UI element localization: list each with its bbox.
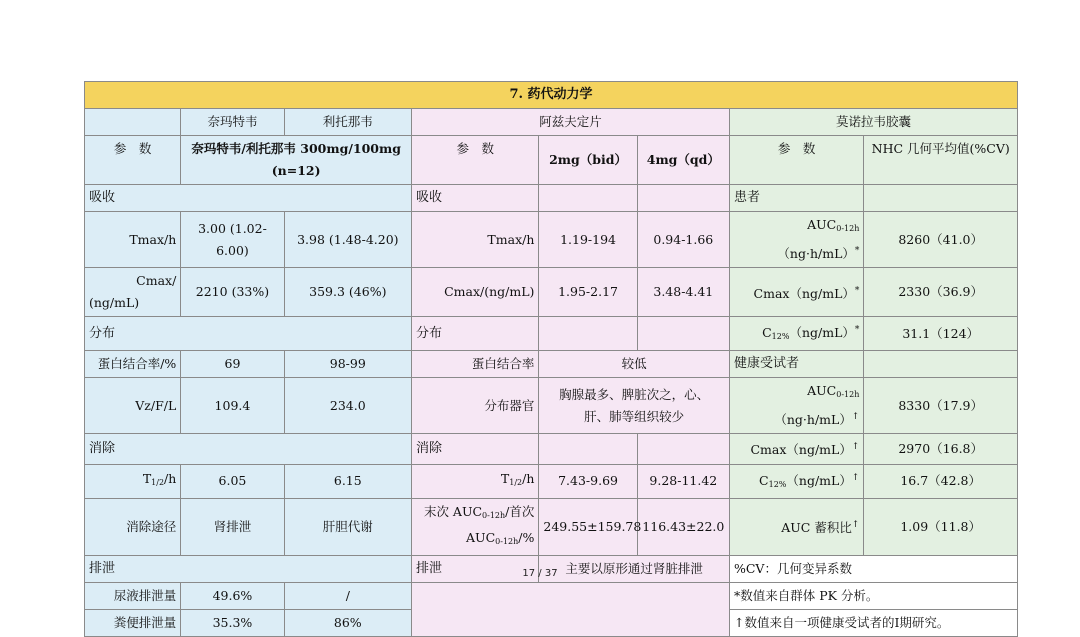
cmax-row [85,268,1018,317]
cmax-ritonavir: 359.3 (46%) [284,268,411,317]
accumulation-ratio-label: AUC 蓄积比↑ [729,498,863,555]
excretion-label-a: 排泄 [85,555,412,582]
feces-excretion-ritonavir: 86% [284,609,411,636]
title-row [85,82,1018,109]
cmax-azvudine-qd: 3.48-4.41 [637,268,729,317]
tmax-azvudine-bid: 1.19-194 [539,212,637,268]
vz-ritonavir: 234.0 [284,378,411,434]
cmax-healthy-value: 2970（16.8） [864,434,1018,464]
elimination-route-row [85,498,1018,555]
half-life-azvudine-label: $T_{1/2}/h$ [412,464,539,498]
absorption-label-c: 吸收 [412,185,539,212]
asterisk-mark: * [854,325,860,336]
feces-excretion-label: 粪便排泄量 [85,609,181,636]
combo-dose-line2: (n=12) [271,163,321,178]
asterisk-mark: * [854,285,860,296]
absorption-row [85,185,1018,212]
half-life-azvudine-qd: 9.28-11.42 [637,464,729,498]
cmax-healthy-label: Cmax（ng/mL）↑ [729,434,863,464]
urine-excretion-nirmatrelvir: 49.6% [181,582,284,609]
drug-header-row [85,109,1018,136]
protein-binding-azvudine-value: 较低 [539,351,730,378]
cmax-patients-value: 2330（36.9） [864,268,1018,317]
vz-row [85,378,1018,434]
accumulation-ratio-value: 1.09（11.8） [864,498,1018,555]
half-life-ritonavir: 6.15 [284,464,411,498]
note-arrow: ↑数值来自一项健康受试者的I期研究。 [729,609,1017,636]
urine-excretion-label: 尿液排泄量 [85,582,181,609]
combo-dose-line1: 奈玛特韦/利托那韦 300mg/100mg [191,141,401,156]
arrow-mark: ↑ [851,520,860,531]
tmax-azvudine-qd: 0.94-1.66 [637,212,729,268]
param-header-a: 参 数 [85,136,181,185]
protein-binding-azvudine-label: 蛋白结合率 [412,351,539,378]
c12-patients-value: 31.1（124） [864,317,1018,351]
nhc-header: NHC 几何平均值(%CV) [864,136,1018,185]
half-life-azvudine-bid: 7.43-9.69 [539,464,637,498]
elimination-route-ritonavir: 肝胆代谢 [284,498,411,555]
last-first-auc-bid: 249.55±159.78 [539,498,637,555]
note-asterisk: *数值来自群体 PK 分析。 [729,582,1017,609]
absorption-label-a: 吸收 [85,185,412,212]
half-life-nirmatrelvir: 6.05 [181,464,284,498]
drug-nirmatrelvir-header: 奈玛特韦 [181,109,284,136]
param-header-d: 参 数 [729,136,863,185]
elimination-route-nirmatrelvir: 肾排泄 [181,498,284,555]
protein-binding-nirmatrelvir: 69 [181,351,284,378]
auc-patients-label: $AUC_{0-12h}(ng\cdot h/mL)^*$ [729,212,863,268]
arrow-mark: ↑ [851,472,860,483]
cmax-azvudine-label: Cmax/(ng/mL) [412,268,539,317]
drug-azvudine-header: 阿兹夫定片 [412,109,730,136]
elimination-route-label: 消除途径 [85,498,181,555]
elimination-label-c: 消除 [412,434,539,464]
note-cv: %CV：几何变异系数 [729,555,1017,582]
elimination-row [85,434,1018,464]
cmax-nirmatrelvir: 2210 (33%) [181,268,284,317]
auc-patients-value: 8260（41.0） [864,212,1018,268]
auc-healthy-value: 8330（17.9） [864,378,1018,434]
c12-healthy-label: $C_{12\%}(ng/mL)^↑$ [729,464,863,498]
half-life-label: $T_{1/2}/h$ [85,464,181,498]
tmax-row [85,212,1018,268]
protein-binding-label: 蛋白结合率/% [85,351,181,378]
tmax-azvudine-label: Tmax/h [412,212,539,268]
healthy-volunteers-label: 健康受试者 [729,351,863,378]
drug-molnupiravir-header: 莫诺拉韦胶囊 [729,109,1017,136]
half-life-row [85,464,1018,498]
page-number: 17 / 37 [522,568,558,579]
cmax-label: Cmax/ (ng/mL) [85,268,181,317]
protein-binding-row [85,351,1018,378]
dose-qd-header: 4mg（qd） [637,136,729,185]
last-first-auc-label: 末次 $AUC_{0-12h}/$首次 $AUC_{0-12h}/\%$ [412,498,539,555]
distribution-label-c: 分布 [412,317,539,351]
protein-binding-ritonavir: 98-99 [284,351,411,378]
section-title: 7. 药代动力学 [85,82,1018,109]
arrow-mark: ↑ [851,412,860,423]
dose-bid-header: 2mg（bid） [539,136,637,185]
excretion-azvudine-value: 主要以原形通过肾脏排泄 [539,555,730,582]
drug-ritonavir-header: 利托那韦 [284,109,411,136]
asterisk-mark: * [854,246,860,256]
c12-patients-label: $C_{12\%}(ng/mL)^*$ [729,317,863,351]
organ-distribution-value: 胸腺最多、脾脏次之，心、 肝、肺等组织较少 [539,378,730,434]
patients-label: 患者 [729,185,863,212]
vz-label: Vz/F/L [85,378,181,434]
arrow-mark: ↑ [851,442,860,453]
elimination-label-a: 消除 [85,434,412,464]
auc-healthy-label: $AUC_{0-12h}(ng\cdot h/mL)^↑$ [729,378,863,434]
combo-dose-header [181,136,412,185]
pharmacokinetics-table [84,81,1018,637]
urine-row [85,582,1018,609]
urine-excretion-ritonavir: / [284,582,411,609]
feces-excretion-nirmatrelvir: 35.3% [181,609,284,636]
tmax-label: Tmax/h [85,212,181,268]
c12-healthy-value: 16.7（42.8） [864,464,1018,498]
distribution-label-a: 分布 [85,317,412,351]
tmax-nirmatrelvir: 3.00 (1.02-6.00) [181,212,284,268]
param-header-c: 参 数 [412,136,539,185]
param-header-row [85,136,1018,185]
distribution-row [85,317,1018,351]
organ-distribution-label: 分布器官 [412,378,539,434]
excretion-label-c: 排泄 [412,555,539,582]
vz-nirmatrelvir: 109.4 [181,378,284,434]
cmax-azvudine-bid: 1.95-2.17 [539,268,637,317]
last-first-auc-qd: 116.43±22.0 [637,498,729,555]
tmax-ritonavir: 3.98 (1.48-4.20) [284,212,411,268]
cmax-patients-label: Cmax（ng/mL）* [729,268,863,317]
